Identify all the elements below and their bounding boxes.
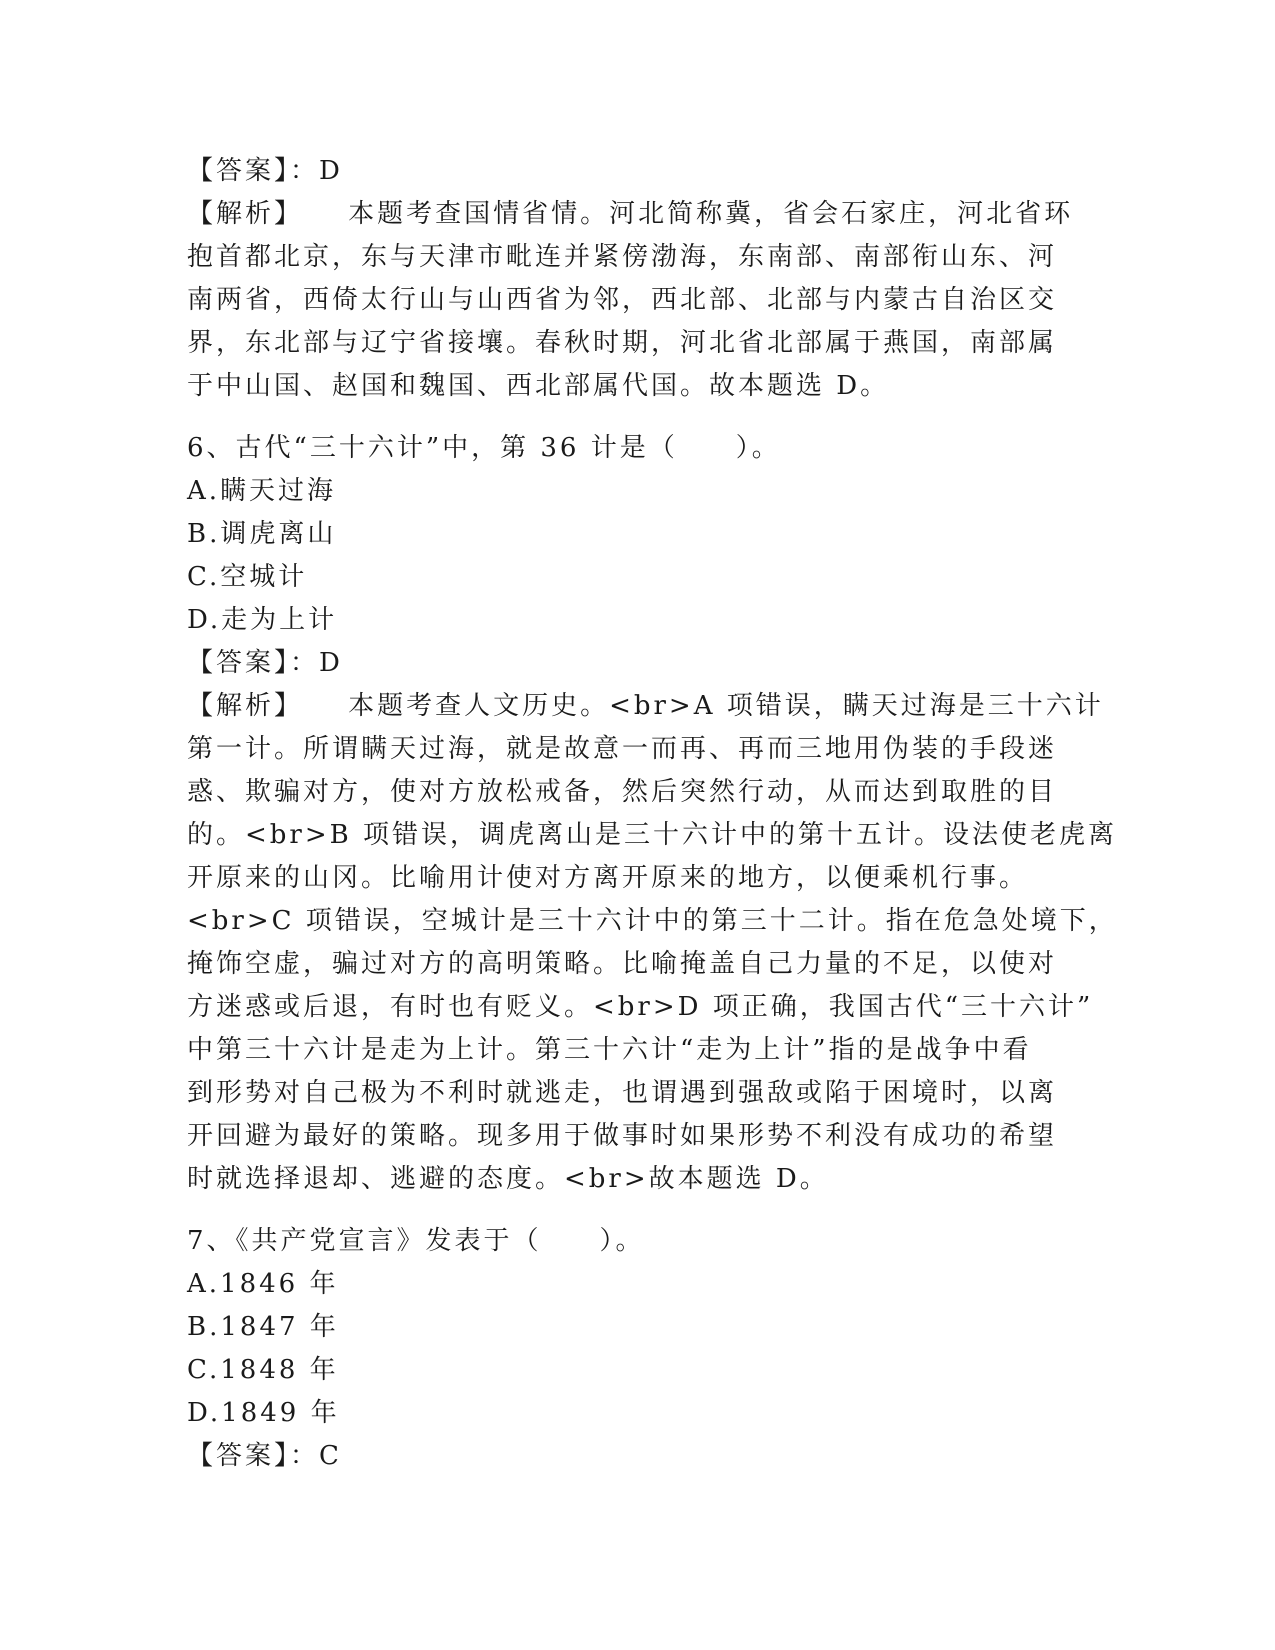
prev-question-block — [187, 150, 1087, 408]
analysis-line: 南两省，西倚太行山与山西省为邻，西北部、北部与内蒙古自治区交 — [187, 285, 1058, 315]
answer-separator: ： — [290, 648, 320, 678]
option-c: C.1848 年 — [187, 1355, 339, 1385]
question-stem: 7、《共产党宣言》发表于（ ）。 — [187, 1226, 645, 1256]
option-d: D.走为上计 — [187, 605, 338, 635]
analysis-line: 界，东北部与辽宁省接壤。春秋时期，河北省北部属于燕国，南部属 — [187, 328, 1058, 358]
question-stem: 6、古代“三十六计”中，第 36 计是（ ）。 — [187, 433, 781, 463]
question-7 — [187, 1220, 1087, 1478]
answer-value: D — [319, 648, 343, 678]
analysis-line: 掩饰空虚，骗过对方的高明策略。比喻掩盖自己力量的不足，以使对 — [187, 949, 1058, 979]
option-b: B.调虎离山 — [187, 519, 337, 549]
analysis-label: 【解析】 — [187, 199, 304, 229]
analysis-line: 第一计。所谓瞒天过海，就是故意一而再、再而三地用伪装的手段迷 — [187, 734, 1058, 764]
analysis-line: <br>C 项错误，空城计是三十六计中的第三十二计。指在危急处境下， — [187, 906, 1118, 936]
analysis-line: 开回避为最好的策略。现多用于做事时如果形势不利没有成功的希望 — [187, 1121, 1058, 1151]
analysis-line: 时就选择退却、逃避的态度。<br>故本题选 D。 — [187, 1164, 829, 1194]
document-content — [187, 150, 1118, 1478]
analysis-line: 惑、欺骗对方，使对方放松戒备，然后突然行动，从而达到取胜的目 — [187, 777, 1058, 807]
answer-separator: ： — [290, 156, 320, 186]
question-6 — [187, 427, 1118, 1201]
analysis-line — [187, 193, 1087, 236]
answer-line — [187, 642, 1087, 685]
analysis-line: 到形势对自己极为不利时就逃走，也谓遇到强敌或陷于困境时，以离 — [187, 1078, 1058, 1108]
analysis-line: 开原来的山冈。比喻用计使对方离开原来的地方，以便乘机行事。 — [187, 863, 1029, 893]
answer-value: C — [319, 1441, 342, 1471]
analysis-line: 的。<br>B 项错误，调虎离山是三十六计中的第十五计。设法使老虎离 — [187, 820, 1118, 850]
answer-label: 【答案】 — [187, 1441, 291, 1471]
analysis-line: 方迷惑或后退，有时也有贬义。<br>D 项正确，我国古代“三十六计” — [187, 992, 1094, 1022]
analysis-line: 于中山国、赵国和魏国、西北部属代国。故本题选 D。 — [187, 371, 890, 401]
analysis-text: 本题考查国情省情。河北简称冀，省会石家庄，河北省环 — [348, 199, 1074, 229]
answer-line — [187, 1435, 1087, 1478]
analysis-line — [187, 685, 1104, 728]
answer-value: D — [319, 156, 343, 186]
analysis-line: 中第三十六计是走为上计。第三十六计“走为上计”指的是战争中看 — [187, 1035, 1032, 1065]
option-b: B.1847 年 — [187, 1312, 339, 1342]
answer-separator: ： — [290, 1441, 320, 1471]
analysis-text: 本题考查人文历史。<br>A 项错误，瞒天过海是三十六计 — [348, 691, 1104, 721]
option-a: A.1846 年 — [187, 1269, 339, 1299]
option-a: A.瞒天过海 — [187, 476, 337, 506]
option-c: C.空城计 — [187, 562, 308, 592]
answer-label: 【答案】 — [187, 156, 291, 186]
answer-line — [187, 150, 1087, 193]
analysis-label: 【解析】 — [187, 691, 304, 721]
spacer — [187, 408, 1087, 427]
analysis-line: 抱首都北京，东与天津市毗连并紧傍渤海，东南部、南部衔山东、河 — [187, 242, 1058, 272]
option-d: D.1849 年 — [187, 1398, 340, 1428]
answer-label: 【答案】 — [187, 648, 291, 678]
spacer — [187, 1201, 1087, 1220]
